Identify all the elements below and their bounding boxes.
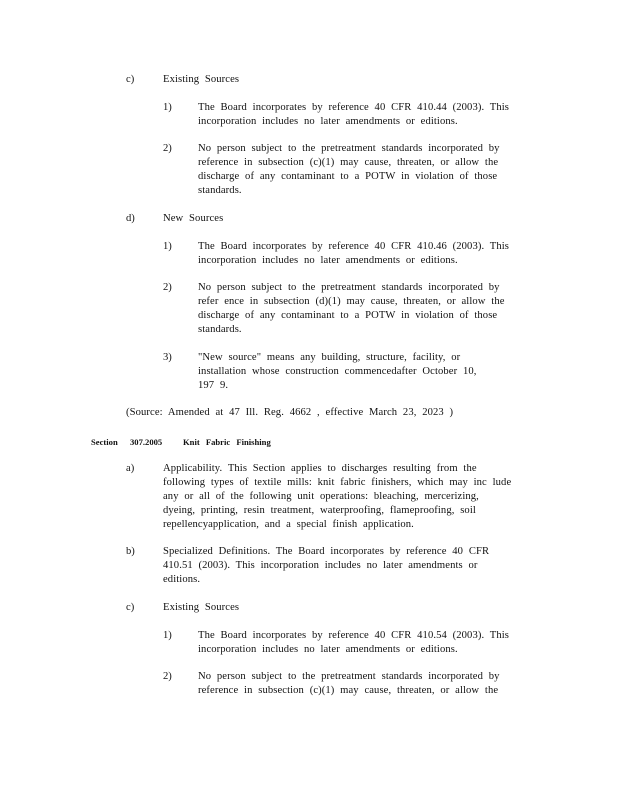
paragraph-line: editions. xyxy=(163,574,201,585)
item-number-1: 1) xyxy=(163,102,172,113)
paragraph-line: discharge of any contaminant to a POTW in violation of those xyxy=(198,310,498,321)
paragraph-line: installation whose construction commencedafter October 10, xyxy=(198,366,477,377)
paragraph-line: The Board incorporates by reference 40 CFR 410.44 (2003). This xyxy=(198,102,510,113)
paragraph-line: 197 9. xyxy=(198,380,229,391)
paragraph-line: reference in subsection (c)(1) may cause, threaten, or allow the xyxy=(198,157,499,168)
item-number-3: 3) xyxy=(163,352,172,363)
paragraph-line: following types of textile mills: knit fabric finishers, which may inc lude xyxy=(163,477,512,488)
paragraph-line: discharge of any contaminant to a POTW in violation of those xyxy=(198,171,498,182)
paragraph-line: incorporation includes no later amendments or editions. xyxy=(198,255,458,266)
paragraph-line: standards. xyxy=(198,324,242,335)
subsection-marker-d: d) xyxy=(126,213,135,224)
section-label: Section xyxy=(91,437,118,447)
subsection-marker-a: a) xyxy=(126,463,135,474)
subsection-title-new-sources: New Sources xyxy=(163,213,224,224)
source-note: (Source: Amended at 47 Ill. Reg. 4662 , effective March 23, 2023 ) xyxy=(126,407,454,418)
paragraph-line: repellencyapplication, and a special finish application. xyxy=(163,519,414,530)
item-number-2: 2) xyxy=(163,671,172,682)
paragraph-line: No person subject to the pretreatment standards incorporated by xyxy=(198,143,500,154)
paragraph-line: The Board incorporates by reference 40 CFR 410.46 (2003). This xyxy=(198,241,510,252)
paragraph-line: standards. xyxy=(198,185,242,196)
paragraph-line: refer ence in subsection (d)(1) may cause, threaten, or allow the xyxy=(198,296,505,307)
paragraph-line: Specialized Definitions. The Board incorporates by reference 40 CFR xyxy=(163,546,490,557)
item-number-1: 1) xyxy=(163,630,172,641)
section-number: 307.2005 xyxy=(130,437,163,447)
paragraph-line: incorporation includes no later amendments or editions. xyxy=(198,116,458,127)
subsection-title-existing-sources: Existing Sources xyxy=(163,74,240,85)
item-number-1: 1) xyxy=(163,241,172,252)
paragraph-line: reference in subsection (c)(1) may cause, threaten, or allow the xyxy=(198,685,499,696)
paragraph-line: 410.51 (2003). This incorporation includes no later amendments or xyxy=(163,560,478,571)
item-number-2: 2) xyxy=(163,143,172,154)
subsection-title-existing-sources: Existing Sources xyxy=(163,602,240,613)
paragraph-line: No person subject to the pretreatment standards incorporated by xyxy=(198,282,500,293)
subsection-marker-c: c) xyxy=(126,74,135,85)
subsection-marker-c: c) xyxy=(126,602,135,613)
paragraph-line: Applicability. This Section applies to discharges resulting from the xyxy=(163,463,477,474)
item-number-2: 2) xyxy=(163,282,172,293)
paragraph-line: No person subject to the pretreatment standards incorporated by xyxy=(198,671,500,682)
paragraph-line: "New source" means any building, structure, facility, or xyxy=(198,352,461,363)
section-title: Knit Fabric Finishing xyxy=(183,437,271,447)
paragraph-line: The Board incorporates by reference 40 CFR 410.54 (2003). This xyxy=(198,630,510,641)
paragraph-line: incorporation includes no later amendments or editions. xyxy=(198,644,458,655)
paragraph-line: any or all of the following unit operations: bleaching, mercerizing, xyxy=(163,491,479,502)
subsection-marker-b: b) xyxy=(126,546,135,557)
paragraph-line: dyeing, printing, resin treatment, waterproofing, flameproofing, soil xyxy=(163,505,476,516)
